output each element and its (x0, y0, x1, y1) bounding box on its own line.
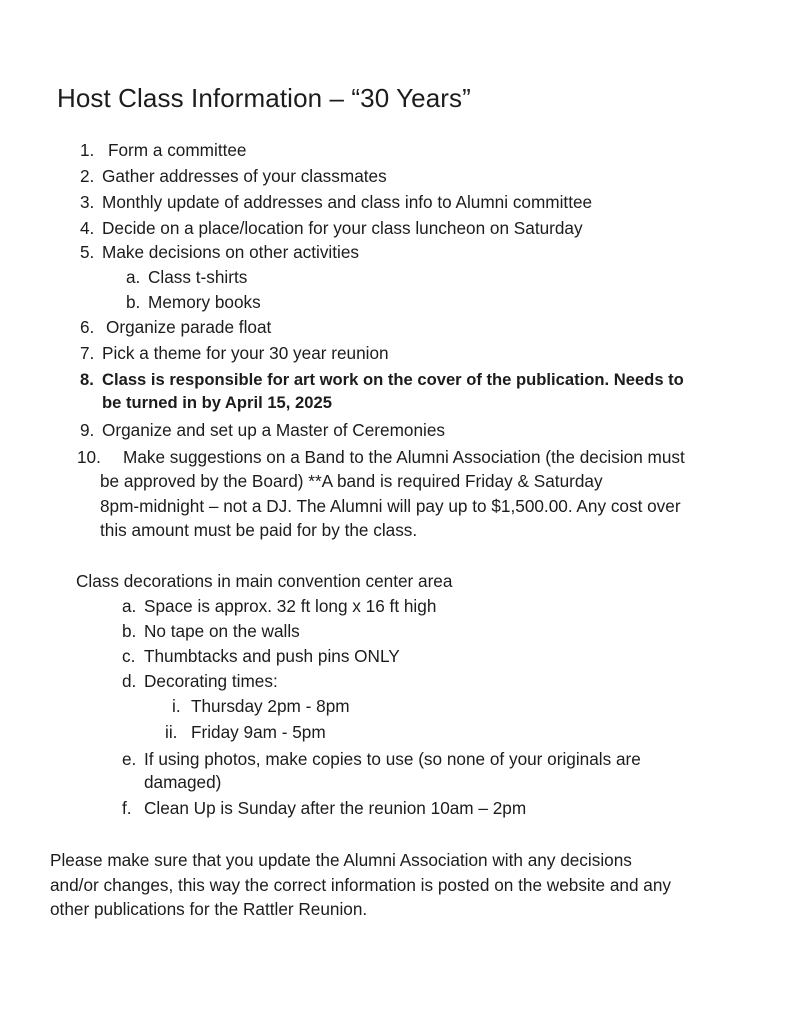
list-roman: ii. (165, 722, 178, 742)
section-heading: Class decorations in main convention center area (76, 571, 453, 591)
list-item (80, 191, 592, 213)
decoration-item (122, 797, 526, 819)
decoration-item (122, 620, 300, 642)
list-text: Thursday 2pm - 8pm (191, 696, 350, 716)
list-text: Friday 9am - 5pm (191, 722, 326, 742)
list-number: 4. (80, 218, 95, 238)
list-letter: c. (122, 646, 136, 666)
list-number: 2. (80, 166, 95, 186)
list-number: 1. (80, 140, 95, 160)
list-item (80, 316, 271, 338)
list-roman: i. (172, 696, 181, 716)
list-text: Memory books (148, 292, 261, 312)
decoration-item (122, 645, 400, 667)
list-number: 5. (80, 242, 95, 262)
list-text: Clean Up is Sunday after the reunion 10am – 2pm (144, 798, 527, 818)
list-item-continuation: be turned in by April 15, 2025 (102, 393, 332, 412)
list-text: Organize and set up a Master of Ceremonies (102, 420, 445, 440)
list-subitem (126, 266, 247, 288)
list-text: Monthly update of addresses and class info to Alumni committee (102, 192, 593, 212)
list-item (80, 165, 387, 187)
list-item (77, 446, 685, 468)
decoration-subitem (172, 695, 350, 717)
list-text: Pick a theme for your 30 year reunion (102, 343, 389, 363)
list-text: Decide on a place/location for your class luncheon on Saturday (102, 218, 583, 238)
list-letter: b. (122, 621, 137, 641)
list-text: Gather addresses of your classmates (102, 166, 387, 186)
list-text: Thumbtacks and push pins ONLY (144, 646, 400, 666)
list-item (80, 217, 583, 239)
list-number: 6. (80, 317, 95, 337)
list-text: Make suggestions on a Band to the Alumni Association (the decision must (123, 447, 685, 467)
closing-line: and/or changes, this way the correct information is posted on the website and any (50, 875, 672, 895)
list-item (80, 241, 359, 263)
list-text: If using photos, make copies to use (so none of your originals are (144, 749, 641, 769)
list-number: 8. (80, 370, 94, 389)
list-text: Class t-shirts (148, 267, 248, 287)
decoration-subitem (165, 721, 326, 743)
list-text: Organize parade float (106, 317, 272, 337)
decoration-item (122, 748, 641, 770)
list-item (80, 419, 445, 441)
closing-line: Please make sure that you update the Alumni Association with any decisions (50, 850, 632, 870)
list-letter: d. (122, 671, 137, 691)
list-letter: b. (126, 292, 141, 312)
list-item-continuation: this amount must be paid for by the class. (100, 520, 418, 540)
list-number: 3. (80, 192, 95, 212)
list-letter: a. (126, 267, 141, 287)
list-text: Decorating times: (144, 671, 278, 691)
decoration-item (122, 595, 436, 617)
list-subitem (126, 291, 261, 313)
list-letter: f. (122, 798, 132, 818)
list-text: Form a committee (108, 140, 247, 160)
list-text: Class is responsible for art work on the cover of the publication. Needs to (102, 370, 684, 389)
decoration-item-continuation: damaged) (144, 772, 222, 792)
list-letter: e. (122, 749, 137, 769)
list-text: Space is approx. 32 ft long x 16 ft high (144, 596, 437, 616)
closing-line: other publications for the Rattler Reunion. (50, 899, 368, 919)
list-text: No tape on the walls (144, 621, 300, 641)
list-item-continuation: be approved by the Board) **A band is required Friday & Saturday (100, 471, 603, 491)
list-item-important (80, 369, 684, 391)
list-item (80, 342, 389, 364)
list-item (80, 139, 246, 161)
list-text: Make decisions on other activities (102, 242, 359, 262)
list-number: 9. (80, 420, 95, 440)
list-letter: a. (122, 596, 137, 616)
page-title: Host Class Information – “30 Years” (57, 83, 471, 113)
list-number: 10. (77, 447, 101, 467)
list-number: 7. (80, 343, 95, 363)
decoration-item (122, 670, 278, 692)
list-item-continuation: 8pm-midnight – not a DJ. The Alumni will pay up to $1,500.00. Any cost over (100, 496, 681, 516)
